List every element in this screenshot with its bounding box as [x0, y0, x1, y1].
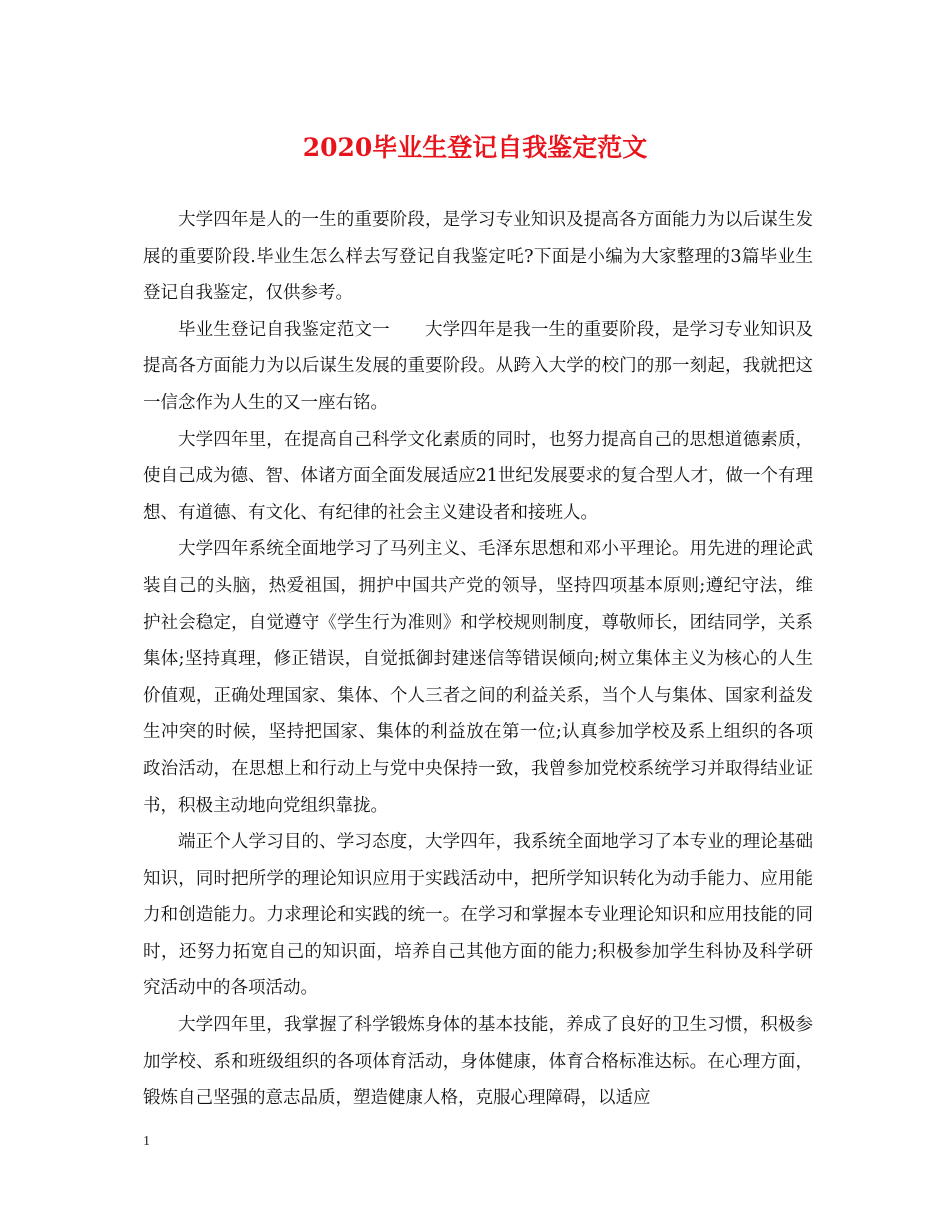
paragraph-academic-study: 端正个人学习目的、学习态度，大学四年，我系统全面地学习了本专业的理论基础知识，同时把所学的理论知识应用于实践活动中，把所学知识转化为动手能力、应用能力和创造能力。力求理论和实践的统一。在学习和掌握本专业理论知识和应用技能的同时，还努力拓宽自己的知识面，培养自己其他方面的能力;积极参加学生科协及科学研究活动中的各项活动。	[143, 832, 813, 999]
document-title: 2020毕业生登记自我鉴定范文	[302, 133, 648, 162]
page-number: 1	[143, 1134, 150, 1149]
paragraph-quality: 大学四年里，在提高自己科学文化素质的同时，也努力提高自己的思想道德素质，使自己成为德、智、体诸方面全面发展适应21世纪发展要求的复合型人才，做一个有理想、有道德、有文化、有纪律的社会主义建设者和接班人。	[143, 429, 813, 523]
paragraph-intro: 大学四年是人的一生的重要阶段，是学习专业知识及提高各方面能力为以后谋生发展的重要阶段.毕业生怎么样去写登记自我鉴定吒?下面是小编为大家整理的3篇毕业生登记自我鉴定，仅供参考。	[143, 210, 813, 304]
document-body	[143, 202, 813, 1117]
paragraph-physical-health: 大学四年里，我掌握了科学锻炼身体的基本技能，养成了良好的卫生习惯，积极参加学校、系和班级组织的各项体育活动，身体健康，体育合格标准达标。在心理方面，锻炼自己坚强的意志品质，塑造健康人格，克服心理障碍，以适应	[143, 1015, 813, 1109]
paragraph-sample-one: 毕业生登记自我鉴定范文一 大学四年是我一生的重要阶段，是学习专业知识及提高各方面能力为以后谋生发展的重要阶段。从跨入大学的校门的那一刻起，我就把这一信念作为人生的又一座右铭。	[143, 319, 813, 413]
paragraph-political-study: 大学四年系统全面地学习了马列主义、毛泽东思想和邓小平理论。用先进的理论武装自己的头脑，热爱祖国，拥护中国共产党的领导，坚持四项基本原则;遵纪守法，维护社会稳定，自觉遵守《学生行为准则》和学校规则制度，尊敬师长，团结同学，关系集体;坚持真理，修正错误，自觉抵御封建迷信等错误倾向;树立集体主义为核心的人生价值观，正确处理国家、集体、个人三者之间的利益关系，当个人与集体、国家利益发生冲突的时候，坚持把国家、集体的利益放在第一位;认真参加学校及系上组织的各项政治活动，在思想上和行动上与党中央保持一致，我曾参加党校系统学习并取得结业证书，积极主动地向党组织靠拢。	[143, 539, 813, 816]
